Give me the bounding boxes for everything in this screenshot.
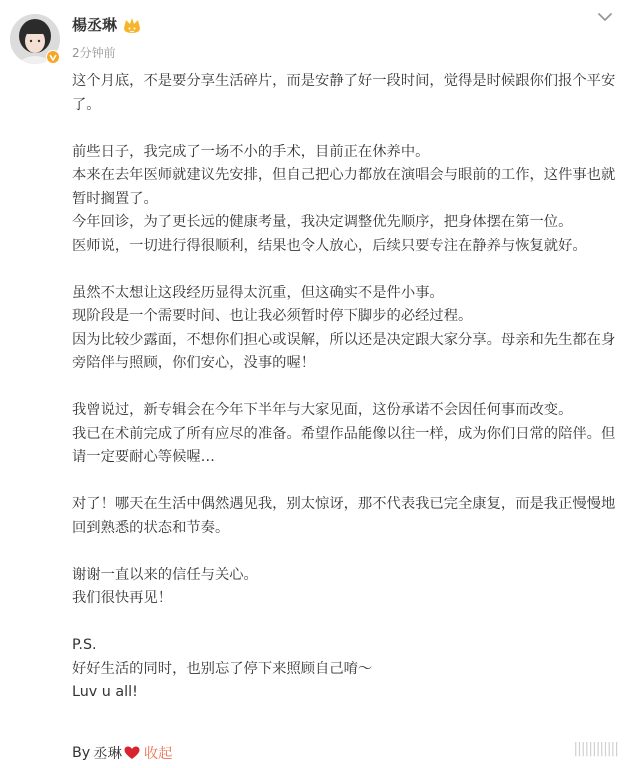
post-line: 好好生活的同时，也别忘了停下来照顾自己唷～ [72, 660, 373, 677]
post-line: 医师说，一切进行得很顺利，结果也令人放心，后续只要专注在静养与恢复就好。 [72, 237, 587, 254]
post-timestamp: 2分钟前 [72, 46, 116, 60]
post-line: 现阶段是一个需要时间、也让我必须暂时停下脚步的必经过程。 [72, 308, 473, 324]
watermark: |||||||||||| [573, 741, 618, 757]
post-line: 谢谢一直以来的信任与关心。 [72, 566, 258, 583]
post-line: 我们很快再见！ [72, 590, 173, 606]
post-line: P.S. [72, 637, 97, 653]
post-line: 我曾说过，新专辑会在今年下半年与大家见面，这份承诺不会因任何事而改变。 [72, 402, 573, 418]
post-line: 虽然不太想让这段经历显得太沉重，但这确实不是件小事。 [72, 284, 444, 301]
vip-crown-icon[interactable] [122, 16, 142, 34]
signature-prefix: By [72, 745, 91, 761]
post-content [72, 70, 618, 705]
username[interactable]: 楊丞琳 [72, 16, 118, 34]
chevron-down-icon[interactable] [596, 10, 614, 24]
post-line: 本来在去年医师就建议先安排，但自己把心力都放在演唱会与眼前的工作，这件事也就暂时搁置了。 [72, 167, 616, 207]
verified-badge-icon [46, 50, 60, 64]
post-line: 对了！哪天在生活中偶然遇见我，别太惊讶，那不代表我已完全康复，而是我正慢慢地回到熟悉的状态和节奏。 [72, 496, 616, 536]
post-line: 这个月底，不是要分享生活碎片，而是安静了好一段时间，觉得是时候跟你们报个平安了。 [72, 73, 616, 113]
heart-icon [124, 746, 140, 760]
post-line: 前些日子，我完成了一场不小的手术，目前正在休养中。 [72, 143, 430, 160]
post-line: Luv u all! [72, 684, 138, 700]
post-line: 今年回诊，为了更长远的健康考量，我决定调整优先顺序，把身体摆在第一位。 [72, 214, 573, 230]
collapse-link[interactable]: 收起 [143, 746, 173, 762]
post-line: 因为比较少露面，不想你们担心或误解，所以还是决定跟大家分享。母亲和先生都在身旁陪伴与照顾，你们安心，没事的喔！ [72, 331, 616, 371]
post-footer [72, 742, 172, 764]
signature-name: 丞琳 [93, 746, 122, 762]
post-line: 我已在术前完成了所有应尽的准备。希望作品能像以往一样，成为你们日常的陪伴。但请一定要耐心等候喔… [72, 425, 616, 465]
